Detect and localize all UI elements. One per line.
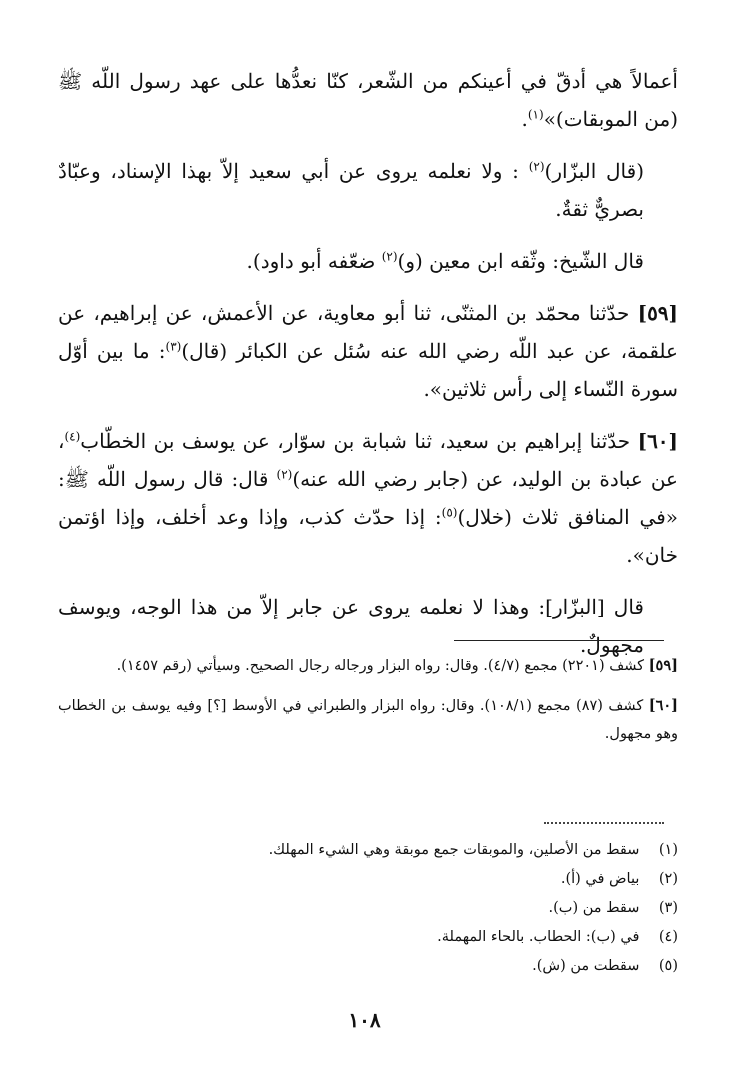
takhrij-59 xyxy=(58,652,678,680)
footnote-ref[interactable]: (٢) xyxy=(381,249,398,264)
hadith-text: حدّثنا محمّد بن المثنّى، ثنا أبو معاوية، عن الأعمش، عن إبراهيم، عن علقمة، عن عبد اللّه رضي الله عنه سُئل عن الكبائر (قال) xyxy=(58,301,678,363)
takhrij-text: كشف (٨٧) مجمع (١٠٨/١). وقال: رواه البزار والطبراني في الأوسط [؟] وفيه يوسف بن الخطاب وهو مجهول. xyxy=(58,698,678,742)
notes-separator xyxy=(544,822,664,824)
text-line: ضعّفه أبو داود). xyxy=(246,249,376,273)
text-end: . xyxy=(521,107,528,131)
hadith-number: [٥٩] xyxy=(637,301,679,325)
text-line: الموبقات)» xyxy=(543,107,638,131)
footnote-text: في (ب): الحطاب. بالحاء المهملة. xyxy=(437,929,640,945)
takhrij-text: كشف (٢٢٠١) مجمع (٤/٧). وقال: رواه البزار ورجاله رجال الصحيح. وسيأتي (رقم ١٤٥٧). xyxy=(116,658,645,674)
hadith-text: ، عن عبادة بن الوليد، عن (جابر رضي الله عنه) xyxy=(58,429,678,491)
paragraph-shaykh-comment xyxy=(58,242,678,280)
hadith-text: : إذا حدّث كذب، وإذا وعد أخلف، وإذا اؤتمن خان». xyxy=(58,505,678,567)
takhrij-number: [٦٠] xyxy=(648,697,679,714)
footnote-text: سقط من (ب). xyxy=(548,900,640,916)
text-line: قال [البزّار]: وهذا لا نعلمه يروى عن جابر إلاّ من هذا الوجه، ويوسف xyxy=(58,595,644,619)
footnote-number: (٥) xyxy=(658,958,678,974)
footnote-ref[interactable]: (٤) xyxy=(64,429,81,444)
text-line: أعمالاً هي أدقّ في أعينكم من الشّعر، كنّا نعدُّها على عهد رسول اللّه ﷺ (من xyxy=(58,69,678,131)
paragraph-bazzar-comment xyxy=(58,152,678,228)
text-line: (قال البزّار) xyxy=(544,159,644,183)
hadith-60 xyxy=(58,422,678,574)
footnotes-list xyxy=(58,836,678,981)
footnote-number: (٤) xyxy=(658,929,678,945)
hadith-number: [٦٠] xyxy=(637,429,679,453)
hadith-text: : ما بين أوّل سورة النّساء إلى رأس ثلاثين». xyxy=(58,339,678,401)
paragraph-hadith-end xyxy=(58,62,678,138)
takhrij-60 xyxy=(58,692,678,748)
main-text xyxy=(58,62,678,664)
footnote-item xyxy=(58,952,678,981)
text-line: بصريٌّ ثقةٌ. xyxy=(555,197,644,221)
footnote-number: (٢) xyxy=(658,871,678,887)
footnote-number: (٣) xyxy=(658,900,678,916)
footnote-ref[interactable]: (٢) xyxy=(276,467,293,482)
footnote-ref[interactable]: (٢) xyxy=(528,159,545,174)
hadith-text: حدّثنا إبراهيم بن سعيد، ثنا شبابة بن سوّار، عن يوسف بن الخطّاب xyxy=(80,429,631,453)
text-line: قال الشّيخ: وثّقه ابن معين (و) xyxy=(397,249,644,273)
footnote-ref[interactable]: (٣) xyxy=(165,339,182,354)
takhrij-section xyxy=(58,652,678,760)
text-line: : ولا نعلمه يروى عن أبي سعيد إلاّ بهذا الإسناد، وعبّادٌ xyxy=(58,159,519,183)
page-number: ١٠٨ xyxy=(348,1008,381,1032)
footnote-ref[interactable]: (٥) xyxy=(441,505,458,520)
footnote-item xyxy=(58,894,678,923)
footnote-ref[interactable]: (١) xyxy=(527,107,544,122)
footnote-item xyxy=(58,865,678,894)
footnote-text: سقطت من (ش). xyxy=(532,958,640,974)
footnote-text: سقط من الأصلين، والموبقات جمع موبقة وهي الشيء المهلك. xyxy=(268,842,640,858)
takhrij-number: [٥٩] xyxy=(648,657,678,674)
footnote-item xyxy=(58,923,678,952)
hadith-text: قال: قال رسول اللّه ﷺ: «في المنافق ثلاث (خلال) xyxy=(58,467,678,529)
text-line: مجهولٌ. xyxy=(579,633,644,657)
footnote-separator xyxy=(454,640,664,641)
hadith-59 xyxy=(58,294,678,408)
footnote-item xyxy=(58,836,678,865)
footnote-number: (١) xyxy=(658,842,678,858)
footnote-text: بياض في (أ). xyxy=(560,871,640,887)
